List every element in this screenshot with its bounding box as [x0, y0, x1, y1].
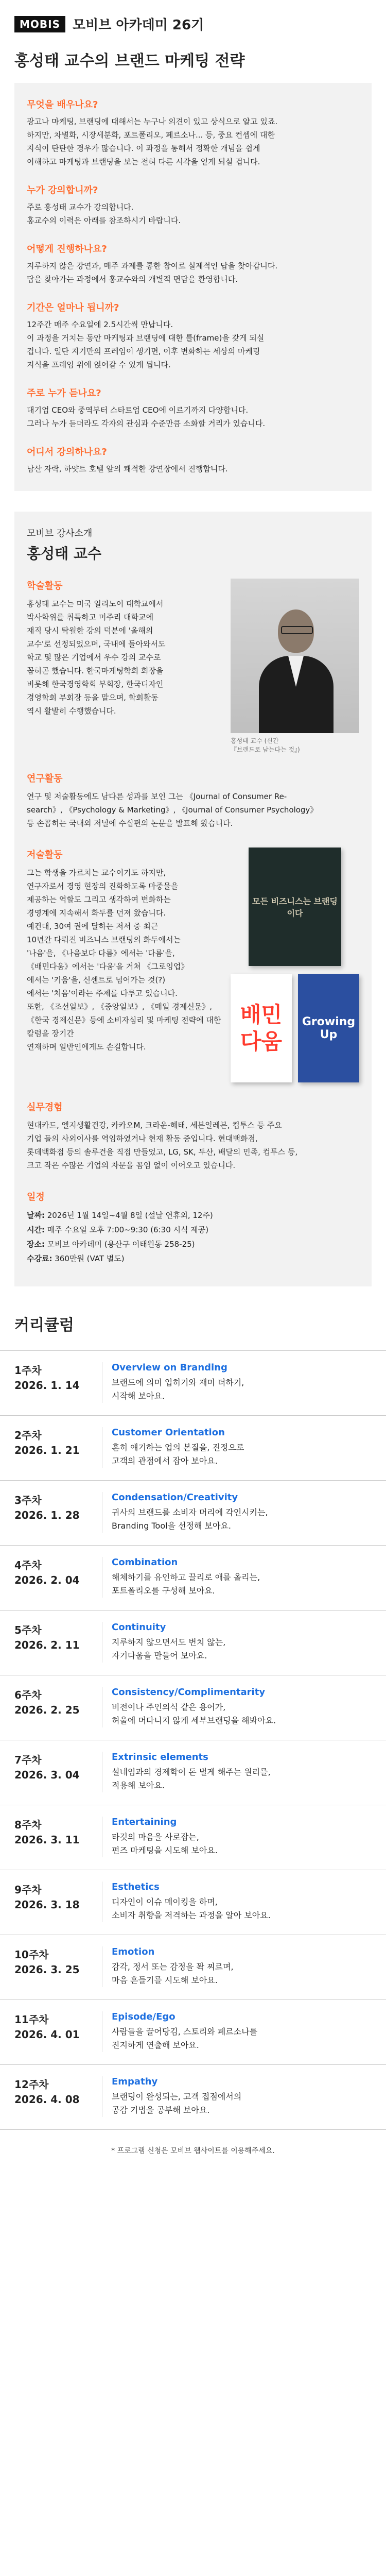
qa-answer: 주로 홍성태 교수가 강의합니다. 홍교수의 이력은 아래를 참조하시기 바랍니다.: [27, 202, 181, 225]
week-topic: Combination: [112, 1557, 178, 1568]
curriculum-week: [0, 1415, 386, 1480]
curriculum-week: [0, 1480, 386, 1545]
week-topic: Esthetics: [112, 1882, 160, 1892]
book-cover-3: Growing Up: [298, 974, 359, 1082]
curriculum-week: [0, 1675, 386, 1740]
curriculum-week: [0, 1545, 386, 1610]
qa-item: [27, 242, 359, 286]
week-topic: Empathy: [112, 2076, 158, 2087]
week-number: 6주차: [14, 1689, 42, 1701]
week-date: 2026. 3. 11: [14, 1834, 80, 1846]
week-desc: 사람들을 끌어당김, 스토리와 페르소나를 진지하게 연출해 보아요.: [112, 2027, 258, 2050]
week-number: 3주차: [14, 1494, 42, 1506]
curriculum-week: [0, 1350, 386, 1415]
week-desc: 비전이나 주인의식 같은 용어가, 허울에 머다니지 않게 세부브랜딩을 해봐아요.: [112, 1702, 276, 1725]
page-title: 홍성태 교수의 브랜드 마케팅 전략: [14, 52, 245, 70]
week-topic: Consistency/Complimentarity: [112, 1687, 266, 1698]
week-topic: Entertaining: [112, 1817, 177, 1827]
qa-answer: 남산 자락, 하얏트 호텔 앞의 쾌적한 강연장에서 진행합니다.: [27, 464, 228, 473]
week-number: 1주차: [14, 1364, 42, 1377]
header: [0, 0, 386, 39]
qa-question: 주로 누가 듣나요?: [27, 388, 101, 399]
week-number: 7주차: [14, 1754, 42, 1766]
qa-question: 어디서 강의하나요?: [27, 447, 107, 457]
week-desc: 귀사의 브랜드를 소비자 머리에 각인시키는, Branding Tool을 선정해 보아요.: [112, 1507, 268, 1531]
week-number: 8주차: [14, 1819, 42, 1831]
curriculum-list: [0, 1350, 386, 2130]
writing-text: 그는 학생을 가르치는 교수이기도 하지만, 연구자로서 경영 현장의 진화하도록 마중물을 제공하는 역할도 그리고 생각하여 변화하는 경영계에 지속해서 화두를 던져 왔습니다. 예컨대, 30여 권에 달하는 저서 중 최근 10년간 다뤄진 비즈니스 브랜딩의 화두에서는 '나음'을, 《나음보다 다름》에서는 '다름'을, 《배민다움》에서는 '다움'을 거쳐 《그로잉업》 에서는 '키움'을, 신센트로 넘어가는 것(?) 에서는 '처음'이라는 주제를 다루고 있습니다. 또한, 《조선일보》, 《중앙일보》, 《매일 경제신문》, 《한국 경제신문》등에 소비자심리 및 마케팅 전략에 대한 칼럼을 장기간 연재하며 일반인에게도 손길합니다.: [27, 868, 221, 1052]
curriculum-week: [0, 1935, 386, 1999]
week-date: 2026. 1. 14: [14, 1379, 80, 1392]
week-desc: 지루하지 않으면서도 변치 않는, 자기다움을 만들어 보아요.: [112, 1637, 226, 1660]
week-date: 2026. 1. 28: [14, 1509, 80, 1521]
week-desc: 디자인이 이슈 메이킹을 하며, 소비자 취향을 저격하는 과정을 알아 보아요.: [112, 1897, 271, 1920]
week-date: 2026. 4. 08: [14, 2093, 80, 2106]
week-desc: 흔히 얘기하는 업의 본질을, 진정으로 고객의 관점에서 잡아 보아요.: [112, 1443, 244, 1466]
qa-item: [27, 300, 359, 371]
week-number: 4주차: [14, 1559, 42, 1571]
schedule: [27, 1208, 359, 1266]
qa-item: [27, 183, 359, 227]
week-date: 2026. 1. 21: [14, 1444, 80, 1456]
week-desc: 타깃의 마음을 사로잡는, 펀즈 마케팅을 시도해 보아요.: [112, 1832, 218, 1855]
week-date: 2026. 4. 01: [14, 2028, 80, 2041]
qa-item: [27, 97, 359, 168]
qa-answer: 광고나 마케팅, 브랜딩에 대해서는 누구나 의견이 있고 상식으로 알고 있죠. 하지만, 차별화, 시장세분화, 포트폴리오, 페르소나... 등, 중요 컨셉에 대한 지식이 탄탄한 경우가 많습니다. 이 과정을 통해서 정확한 개념을 쉽게 이해하고 마케팅과 브랜딩을 보는 전혀 다른 시각을 얻게 되실 겁니다.: [27, 117, 278, 166]
schedule-time-label: 시간:: [27, 1225, 45, 1234]
week-number: 12주차: [14, 2078, 49, 2091]
week-topic: Continuity: [112, 1622, 166, 1633]
schedule-fee-label: 수강료:: [27, 1254, 52, 1263]
week-desc: 해체하기를 유인하고 끌리로 애를 올리는, 포트폴리오를 구성해 보아요.: [112, 1572, 260, 1596]
week-number: 10주차: [14, 1948, 49, 1961]
schedule-title: 일정: [27, 1192, 45, 1202]
schedule-date-label: 날짜:: [27, 1211, 45, 1220]
qa-question: 어떻게 진행하나요?: [27, 244, 107, 255]
week-desc: 브랜드에 의미 입히기와 재미 더하기, 시작해 보아요.: [112, 1378, 244, 1401]
photo-caption: 홍성태 교수 (신간 『브랜드로 남는다는 것』): [231, 737, 300, 753]
qa-item: [27, 386, 359, 430]
qa-answer: 지루하지 않은 강연과, 매주 과제를 통한 참여로 실제적인 답을 찾아갑니다. 답을 찾아가는 과정에서 홍교수와의 개별적 면담을 환영합니다.: [27, 261, 278, 284]
week-topic: Condensation/Creativity: [112, 1492, 238, 1503]
qa-item: [27, 445, 359, 476]
week-desc: 감각, 정서 또는 감정을 꽉 찌르며, 마음 흔들기를 시도해 보아요.: [112, 1962, 234, 1985]
week-topic: Emotion: [112, 1946, 155, 1957]
week-number: 2주차: [14, 1429, 42, 1442]
week-topic: Extrinsic elements: [112, 1752, 208, 1762]
research-text: 연구 및 저술활동에도 남다른 성과를 보인 그는 《Journal of Consumer Re- search》, 《Psychology & Marketing》, 《Journal of Consumer Psychology》 등 손꼽히는 국내외 저널에 수십편의 논문을 발표해 왔습니다.: [27, 792, 318, 828]
instructor-profile: [14, 512, 372, 1286]
academy-title: 모비브 아카데미 26기: [73, 18, 204, 33]
week-date: 2026. 2. 04: [14, 1574, 80, 1586]
schedule-date: 2026년 1월 14일~4월 8일 (설날 연휴외, 12주): [47, 1211, 213, 1220]
profile-label: 모비브 강사소개: [27, 528, 93, 539]
week-date: 2026. 3. 25: [14, 1963, 80, 1976]
qa-question: 무엇을 배우나요?: [27, 99, 98, 110]
week-date: 2026. 2. 25: [14, 1704, 80, 1716]
schedule-place: 모비브 아카데미 (용산구 이태원동 258-25): [47, 1240, 195, 1249]
week-number: 9주차: [14, 1884, 42, 1896]
instructor-photo: [231, 579, 359, 733]
curriculum-week: [0, 1610, 386, 1675]
week-topic: Customer Orientation: [112, 1427, 225, 1438]
curriculum-week: [0, 1999, 386, 2064]
footnote: * 프로그램 신청은 모비브 웹사이트를 이용해주세요.: [111, 2147, 275, 2155]
intro-box: [14, 83, 372, 491]
curriculum-week: [0, 1805, 386, 1870]
week-topic: Overview on Branding: [112, 1362, 227, 1373]
curriculum-week: [0, 1740, 386, 1805]
curriculum-week: [0, 2064, 386, 2130]
schedule-place-label: 장소:: [27, 1240, 45, 1249]
curriculum-week: [0, 1870, 386, 1935]
career-title: 학술활동: [27, 581, 63, 591]
mobis-logo: MOBIS: [14, 16, 65, 32]
week-date: 2026. 2. 11: [14, 1639, 80, 1651]
practice-title: 실무경험: [27, 1102, 63, 1113]
career-text: 홍성태 교수는 미국 일리노이 대학교에서 박사학위를 취득하고 미주리 대학교에 재직 당시 탁월한 강의 덕분에 '올해의 교수'로 선정되었으며, 국내에 돌아와서도 학교 및 많은 기업에서 우수 강의 교수로 꼽히곤 했습니다. 한국마케팅학회 회장을 비롯해 한국경영학회 부회장, 한국디자인 경영학회 부회장 등을 맡으며, 학회활동 역시 활발히 수행했습니다.: [27, 599, 166, 716]
week-topic: Episode/Ego: [112, 2011, 176, 2022]
week-number: 5주차: [14, 1624, 42, 1636]
book-cover-2: 배민 다움: [231, 974, 292, 1082]
qa-question: 기간은 얼마나 됩니까?: [27, 302, 119, 313]
qa-question: 누가 강의합니까?: [27, 185, 98, 196]
qa-answer: 대기업 CEO와 중역부터 스타트업 CEO에 이르기까지 다양합니다. 그러나 누가 듣더라도 각자의 관심과 수준만큼 소화할 거리가 있습니다.: [27, 405, 266, 428]
week-date: 2026. 3. 04: [14, 1769, 80, 1781]
research-title: 연구활동: [27, 773, 63, 784]
instructor-name: 홍성태 교수: [27, 545, 101, 562]
writing-title: 저술활동: [27, 850, 63, 860]
schedule-fee: 360만원 (VAT 별도): [55, 1254, 125, 1263]
week-date: 2026. 3. 18: [14, 1899, 80, 1911]
practice-text: 현대카드, 엘지생활건강, 카카오M, 크라운-해태, 세븐일레븐, 컵투스 등 주요 기업 들의 사외이사를 역임하였거나 현재 활동 중입니다. 현대백화점, 롯데백화점 등의 솔루건을 직접 만들었고, LG, SK, 두산, 배달의 민족, 컵투스 등, 크고 작은 수많은 기업의 자문을 꼼임 없이 이어오고 있습니다.: [27, 1121, 298, 1170]
book-cover-1: 모든 비즈니스는 브랜딩이다: [249, 848, 341, 966]
week-desc: 설네임과의 경제학이 돈 벌게 해주는 원리를, 적용해 보아요.: [112, 1767, 271, 1790]
schedule-time: 매주 수요일 오후 7:00~9:30 (6:30 시식 제공): [47, 1225, 209, 1234]
week-desc: 브랜딩이 완성되는, 고객 접점에서의 공감 기법을 공부해 보아요.: [112, 2092, 242, 2115]
week-number: 11주차: [14, 2013, 49, 2026]
qa-answer: 12주간 매주 수요일에 2.5시간씩 만납니다. 이 과정을 거치는 동안 마케팅과 브랜딩에 대한 틀(frame)을 갖게 되실 겁니다. 일단 지기만의 프레임이 생기면, 이후 변화하는 세상의 마케팅 지식을 프레임 위에 얹어갈 수 있게 됩니다.: [27, 320, 265, 369]
curriculum-title: 커리큘럼: [14, 1316, 74, 1334]
